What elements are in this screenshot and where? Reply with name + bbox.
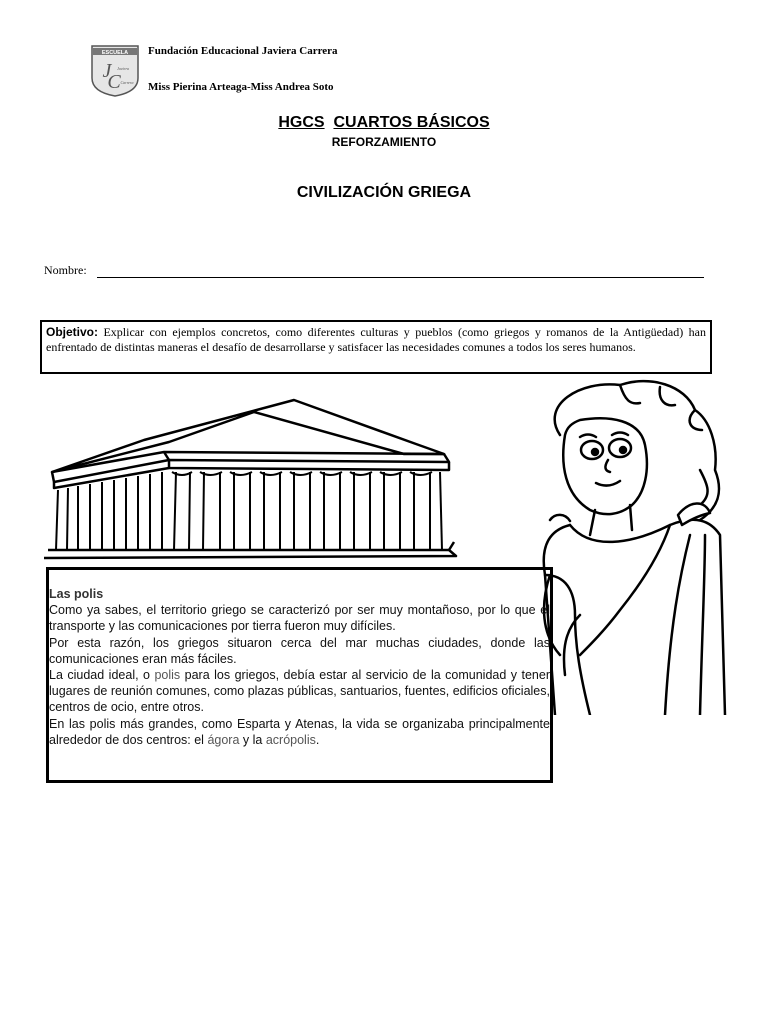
objective-text: Explicar con ejemplos concretos, como diferentes culturas y pueblos (como griegos y romanos de la Antigüedad) han enfrentado de distintas maneras el desafío de desarrollarse y satisfacer las necesidades comunes a todos los seres humanos. [46,325,707,354]
logo-text-javiera: Javiera [117,66,129,71]
polis-title: Las polis [49,587,104,601]
polis-p4-start: En las polis más grandes, como Esparta y Atenas, la vida se organizaba principalmente alrededor de dos centros: el [49,716,550,747]
polis-paragraph-2: Por esta razón, los griegos situaron cerca del mar muchas ciudades, donde las comunicaciones eran más fáciles. [49,635,550,666]
polis-p4-mid: y la [239,732,266,747]
subtitle: REFORZAMIENTO [331,135,437,149]
logo-letter-c: C [107,71,121,93]
greek-temple-illustration [44,392,474,562]
polis-paragraph-3 [49,667,550,716]
polis-text-box [46,567,553,783]
logo-text-carrera: Carrera [120,80,134,85]
polis-paragraph-4 [49,716,550,748]
polis-p4-end: . [315,732,320,747]
objective-label: Objetivo: [46,325,99,339]
term-acropolis: acrópolis [265,732,316,747]
course-heading [0,114,768,132]
course-title: CUARTOS BÁSICOS [333,114,490,131]
logo-letter-j: J [102,60,112,82]
school-logo-icon [90,44,140,98]
term-polis: polis [154,668,181,683]
polis-p3-end: para los griegos, debía estar al servicio de la comunidad y tener lugares de reunión comunes, como plazas públicas, santuarios, fuentes, edificios oficiales, centros de ocio, entre otros. [49,668,551,715]
page-title: CIVILIZACIÓN GRIEGA [296,184,472,201]
name-field-line[interactable] [97,277,704,278]
name-label: Nombre: [44,263,87,277]
school-name: Fundación Educacional Javiera Carrera [148,45,338,57]
term-agora: ágora [207,732,240,747]
teacher-names: Miss Pierina Arteaga-Miss Andrea Soto [148,81,334,93]
polis-paragraph-1: Como ya sabes, el territorio griego se caracterizó por ser muy montañoso, por lo que el transporte y las comunicaciones por tierra fueron muy difíciles. [49,603,550,634]
course-prefix: HGCS [278,114,325,131]
logo-text-escuela: ESCUELA [101,50,129,56]
objective-box [40,320,712,374]
polis-p3-start: La ciudad ideal, o [49,668,155,683]
